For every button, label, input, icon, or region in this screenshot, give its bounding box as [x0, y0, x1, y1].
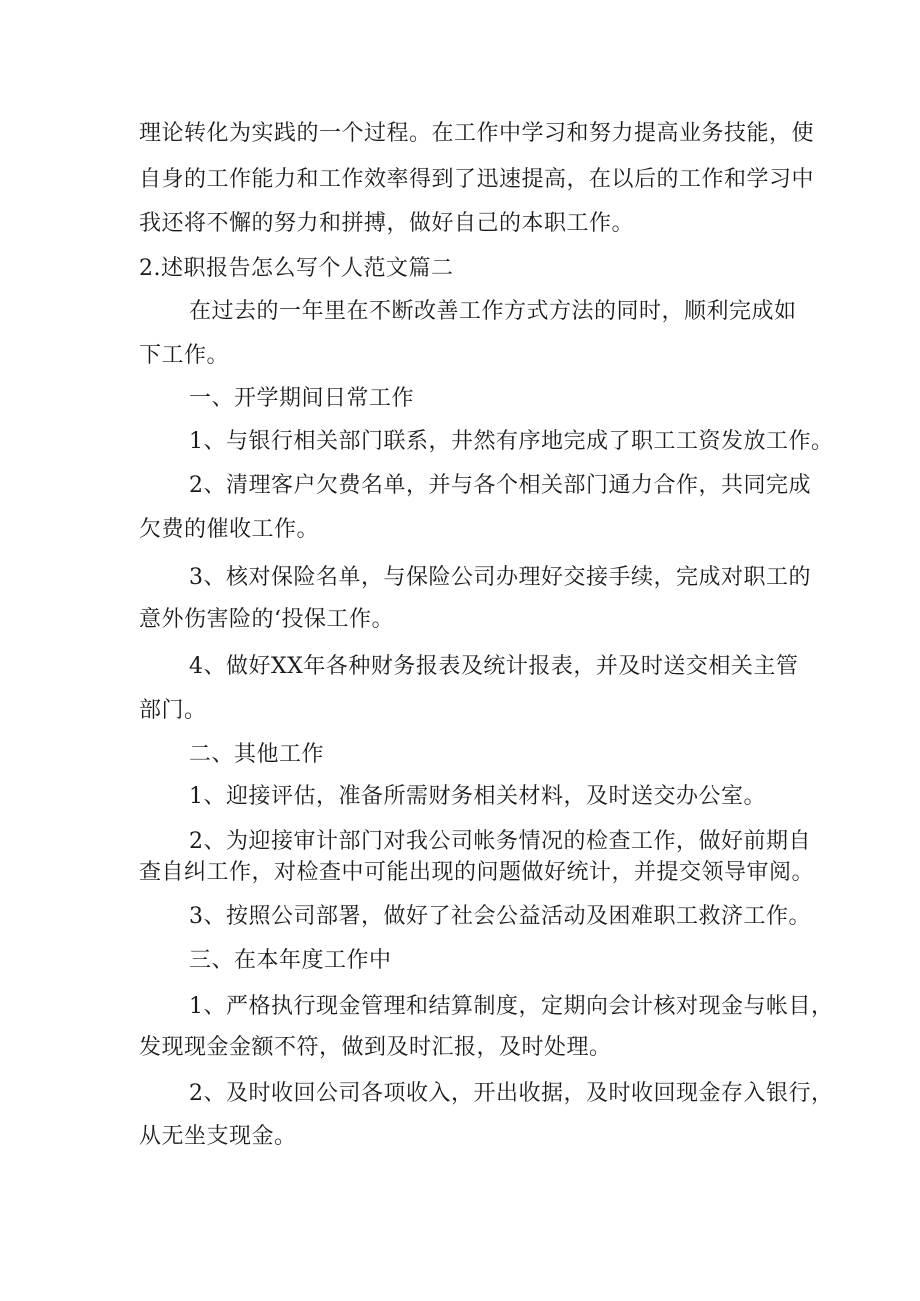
paragraph-line: 下工作。: [139, 343, 230, 368]
list-item-continuation: 部门。: [139, 698, 207, 723]
list-item: 2、为迎接审计部门对我公司帐务情况的检查工作，做好前期自: [189, 829, 811, 854]
list-item: 1、严格执行现金管理和结算制度，定期向会计核对现金与帐目，: [189, 994, 834, 1019]
list-item-continuation: 意外伤害险的‘投保工作。: [139, 607, 394, 632]
paragraph-line: 理论转化为实践的一个过程。在工作中学习和努力提高业务技能，使: [139, 121, 815, 146]
subsection-heading: 二、其他工作: [189, 742, 325, 767]
paragraph-line: 在过去的一年里在不断改善工作方式方法的同时，顺利完成如: [189, 299, 797, 324]
section-heading: 2.述职报告怎么写个人范文篇二: [139, 256, 454, 281]
list-item-continuation: 查自纠工作，对检查中可能出现的问题做好统计，并提交领导审阅。: [139, 860, 815, 885]
paragraph-line: 我还将不懈的努力和拼搏，做好自己的本职工作。: [139, 211, 635, 236]
list-item-continuation: 发现现金金额不符，做到及时汇报，及时处理。: [139, 1035, 612, 1060]
list-item: 2、清理客户欠费名单，并与各个相关部门通力合作，共同完成: [189, 473, 811, 498]
list-item: 3、按照公司部署，做好了社会公益活动及困难职工救济工作。: [189, 904, 811, 929]
subsection-heading: 一、开学期间日常工作: [189, 386, 415, 411]
list-item: 3、核对保险名单，与保险公司办理好交接手续，完成对职工的: [189, 565, 811, 590]
list-item-continuation: 欠费的催收工作。: [139, 517, 320, 542]
subsection-heading: 三、在本年度工作中: [189, 948, 392, 973]
list-item: 4、做好XX年各种财务报表及统计报表，并及时送交相关主管: [189, 654, 799, 679]
list-item: 2、及时收回公司各项收入，开出收据，及时收回现金存入银行，: [189, 1081, 834, 1106]
paragraph-line: 自身的工作能力和工作效率得到了迅速提高，在以后的工作和学习中: [139, 167, 815, 192]
list-item-continuation: 从无坐支现金。: [139, 1124, 297, 1149]
list-item: 1、与银行相关部门联系，井然有序地完成了职工工资发放工作。: [189, 429, 834, 454]
list-item: 1、迎接评估，准备所需财务相关材料，及时送交办公室。: [189, 784, 766, 809]
